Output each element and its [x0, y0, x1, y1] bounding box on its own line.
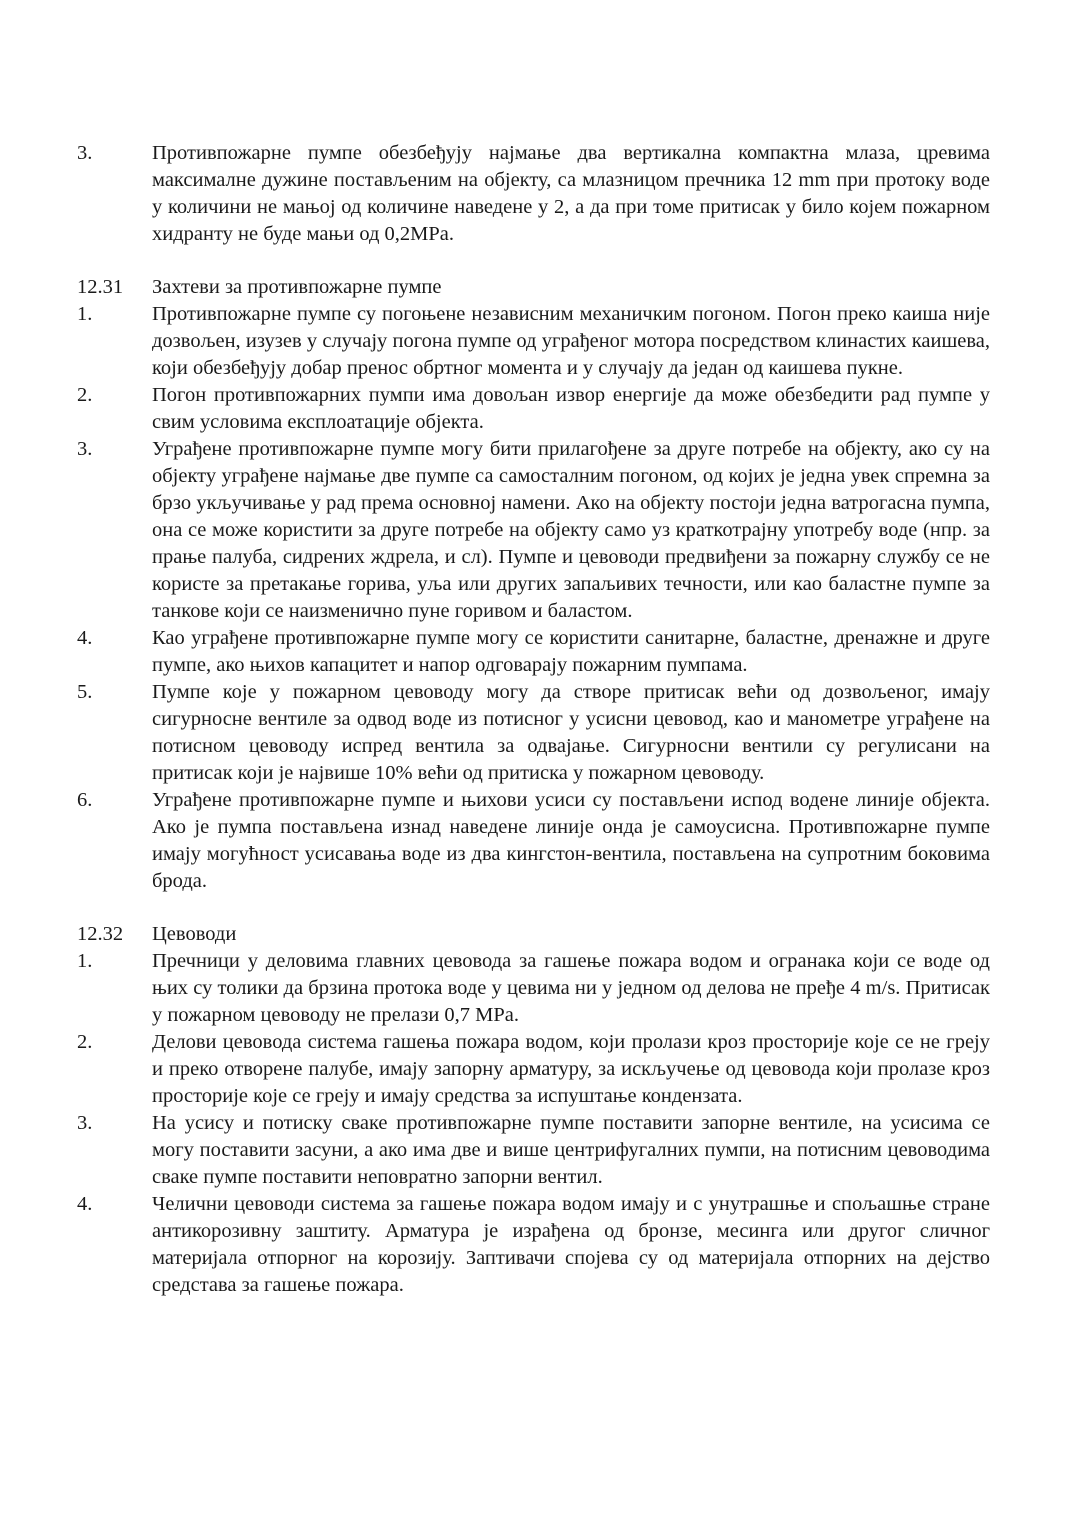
- list-item: [77, 436, 990, 625]
- item-number: 1.: [77, 950, 93, 972]
- item-text: Уграђене противпожарне пумпе могу бити прилагођене за друге потребе на објекту, ако су на објекту уграђене најмање две пумпе са самосталним погоном, од којих је једна увек спремна за брзо укључивање у рад према основној намени. Ако на објекту постоји једна ватрогасна пумпа, она се може користити за друге потребе на објекту само уз краткотрајну употребу воде (нпр. за прање палуба, сидрених ждрела, и сл). Пумпе и цевоводи предвиђени за пожарну службу се не користе за претакање горива, уља или других запаљивих течности, или као баластне пумпе за танкове који се наизменично пуне горивом и баластом.: [152, 438, 990, 622]
- item-text: Делови цевовода система гашења пожара водом, који пролази кроз просторије које се не греју и преко отворене палубе, имају запорну арматуру, за искључење од цевовода који пролазе кроз просторије које се греју и имају средства за испуштање кондензата.: [152, 1031, 990, 1107]
- item-text: На усису и потиску сваке противпожарне пумпе поставити запорне вентиле, на усисима се могу поставити засуни, а ако има две и више центрифугалних пумпи, на потисним цевоводима сваке пумпе поставити неповратно запорни вентил.: [152, 1112, 990, 1188]
- item-number: 3.: [77, 1112, 93, 1134]
- section-number: 12.31: [77, 276, 124, 298]
- item-text: Погон противпожарних пумпи има довољан извор енергије да може обезбедити рад пумпе у свим условима експлоатације објекта.: [152, 384, 990, 433]
- intro-section: [77, 140, 990, 248]
- section-heading: [77, 274, 990, 301]
- section-12-31: [77, 274, 990, 895]
- section-heading: [77, 921, 990, 948]
- item-text: Челични цевоводи система за гашење пожара водом имају и с унутрашње и спољашње стране антикорозивну заштиту. Арматура је израђена од бронзе, месинга или другог сличног материјала отпорног на корозију. Заптивачи спојева су од материјала отпорних на дејство средстава за гашење пожара.: [152, 1193, 990, 1296]
- item-number: 3.: [77, 142, 93, 164]
- list-item: [77, 140, 990, 248]
- item-number: 4.: [77, 627, 93, 649]
- item-text: Противпожарне пумпе су погоњене независним механичким погоном. Погон преко каиша није дозвољен, изузев у случају погона пумпе од уграђеног мотора посредством клинастих каишева, који обезбеђују добар пренос обртног момента и у случају да један од каишева пукне.: [152, 303, 990, 379]
- item-number: 4.: [77, 1193, 93, 1215]
- section-number: 12.32: [77, 923, 124, 945]
- section-title: Захтеви за противпожарне пумпе: [152, 276, 442, 298]
- list-item: [77, 625, 990, 679]
- item-number: 1.: [77, 303, 93, 325]
- item-text: Уграђене противпожарне пумпе и њихови усиси су постављени испод водене линије објекта. Ако је пумпа постављена изнад наведене линије онда је самоусисна. Противпожарне пумпе имају могућност усисавања воде из два кингстон-вентила, постављена на супротним боковима брода.: [152, 789, 990, 892]
- section-12-32: [77, 921, 990, 1299]
- document-page: [77, 140, 990, 1299]
- list-item: [77, 301, 990, 382]
- item-number: 6.: [77, 789, 93, 811]
- list-item: [77, 1191, 990, 1299]
- list-item: [77, 382, 990, 436]
- section-title: Цевоводи: [152, 923, 237, 945]
- list-item: [77, 1110, 990, 1191]
- item-number: 2.: [77, 1031, 93, 1053]
- item-text: Противпожарне пумпе обезбеђују најмање два вертикална компактна млаза, цревима максималне дужине постављеним на објекту, са млазницом пречника 12 mm при протоку воде у количини не мањој од количине наведене у 2, а да при томе притисак у било којем пожарном хидранту не буде мањи од 0,2MPa.: [152, 142, 990, 245]
- list-item: [77, 679, 990, 787]
- list-item: [77, 1029, 990, 1110]
- item-text: Као уграђене противпожарне пумпе могу се користити санитарне, баластне, дренажне и друге пумпе, ако њихов капацитет и напор одговарају пожарним пумпама.: [152, 627, 990, 676]
- item-text: Пречници у деловима главних цевовода за гашење пожара водом и огранака који се воде од њих су толики да брзина протока воде у цевима ни у једном од делова не пређе 4 m/s. Притисак у пожарном цевоводу не прелази 0,7 MPa.: [152, 950, 990, 1026]
- item-text: Пумпе које у пожарном цевоводу могу да створе притисак већи од дозвољеног, имају сигурносне вентиле за одвод воде из потисног у усисни цевовод, као и манометре уграђене на потисном цевоводу испред вентила за одвајање. Сигурносни вентили су регулисани на притисак који је највише 10% већи од притиска у пожарном цевоводу.: [152, 681, 990, 784]
- list-item: [77, 787, 990, 895]
- list-item: [77, 948, 990, 1029]
- item-number: 2.: [77, 384, 93, 406]
- item-number: 5.: [77, 681, 93, 703]
- item-number: 3.: [77, 438, 93, 460]
